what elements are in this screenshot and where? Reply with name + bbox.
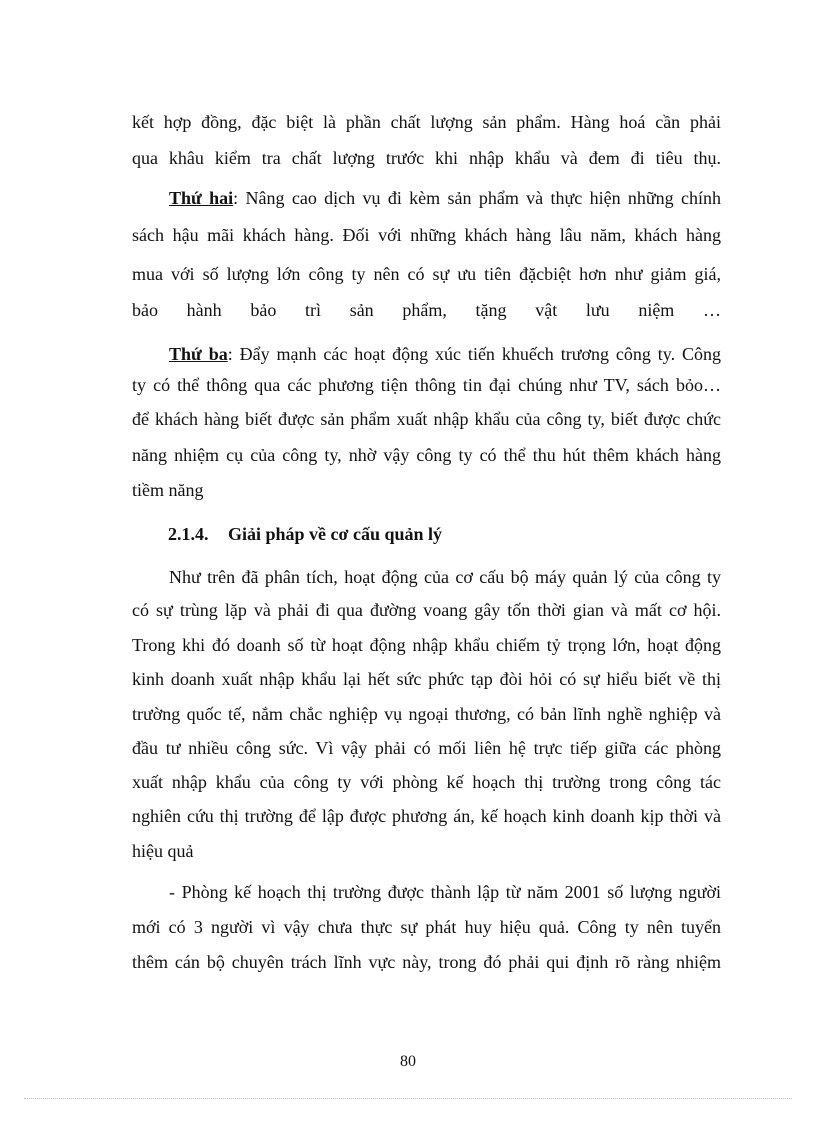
paragraph-line: ty có thể thông qua các phương tiện thông tin đại chúng như TV, sách bỏo… [132, 375, 721, 395]
paragraph-line: mới có 3 người vì vậy chưa thực sự phát huy hiệu quả. Công ty nên tuyển [132, 917, 721, 937]
emphasis-label: Thứ ba [169, 344, 228, 364]
paragraph-line: Trong khi đó doanh số từ hoạt động nhập khẩu chiếm tỷ trọng lớn, hoạt động [132, 635, 721, 655]
paragraph-line: có sự trùng lặp và phải đi qua đường voang gây tốn thời gian và mất cơ hội. [132, 600, 721, 620]
footer-divider [24, 1098, 792, 1099]
paragraph-text: : Nâng cao dịch vụ đi kèm sản phẩm và thực hiện những chính [233, 188, 721, 208]
paragraph-line: sách hậu mãi khách hàng. Đối với những khách hàng lâu năm, khách hàng [132, 225, 721, 245]
paragraph-line: bảo hành bảo trì sản phẩm, tặng vật lưu niệm … [132, 300, 721, 320]
paragraph-line: kinh doanh xuất nhập khẩu lại hết sức phức tạp đòi hỏi có sự hiểu biết về thị [132, 669, 721, 689]
section-heading [168, 522, 442, 546]
paragraph-line: trường quốc tế, nắm chắc nghiệp vụ ngoại thương, có bản lĩnh nghề nghiệp và [132, 704, 721, 724]
paragraph-line: nghiên cứu thị trường để lập được phương án, kế hoạch kinh doanh kịp thời và [132, 806, 721, 826]
paragraph-line: hiệu quả [132, 841, 194, 861]
paragraph-line: tiềm năng [132, 480, 204, 500]
paragraph-line: thêm cán bộ chuyên trách lĩnh vực này, trong đó phải qui định rõ ràng nhiệm [132, 952, 721, 972]
paragraph-line [169, 186, 721, 210]
paragraph-line: để khách hàng biết được sản phẩm xuất nhập khẩu của công ty, biết được chức [132, 409, 721, 429]
paragraph-line: mua với số lượng lớn công ty nên có sự ưu tiên đặcbiệt hơn như giảm giá, [132, 264, 721, 284]
paragraph-line: qua khâu kiểm tra chất lượng trước khi nhập khẩu và đem đi tiêu thụ. [132, 148, 721, 168]
paragraph-line: đầu tư nhiều công sức. Vì vậy phải có mối liên hệ trực tiếp giữa các phòng [132, 738, 721, 758]
paragraph-line: xuất nhập khẩu của công ty với phòng kế hoạch thị trường trong công tác [132, 772, 721, 792]
paragraph-line: kết hợp đồng, đặc biệt là phần chất lượng sản phẩm. Hàng hoá cần phải [132, 112, 721, 132]
paragraph-text: : Đẩy mạnh các hoạt động xúc tiến khuếch trương công ty. Công [227, 344, 721, 364]
emphasis-label: Thứ hai [169, 188, 234, 208]
section-title: Giải pháp về cơ cấu quản lý [228, 524, 443, 544]
section-number: 2.1.4. [168, 524, 209, 544]
page-number: 80 [400, 1053, 416, 1070]
paragraph-line: - Phòng kế hoạch thị trường được thành lập từ năm 2001 số lượng người [169, 882, 721, 902]
paragraph-line: Như trên đã phân tích, hoạt động của cơ cấu bộ máy quản lý của công ty [169, 567, 721, 587]
paragraph-line [169, 342, 721, 366]
paragraph-line: năng nhiệm cụ của công ty, nhờ vậy công ty có thể thu hút thêm khách hàng [132, 445, 721, 465]
